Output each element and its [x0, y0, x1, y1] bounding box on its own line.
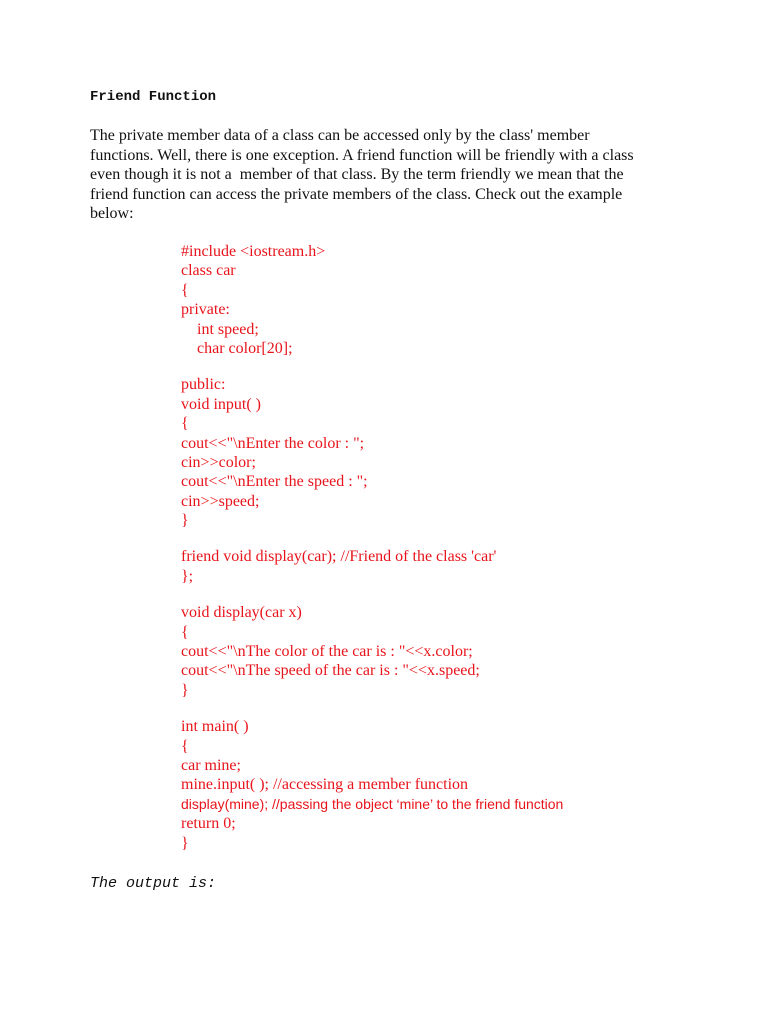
code-listing: [181, 242, 563, 853]
code-line: display(mine); //passing the object ‘mine’ to the friend function: [181, 795, 564, 812]
intro-line: The private member data of a class can be accessed only by the class' member: [90, 127, 590, 144]
code-line: int speed;: [181, 320, 259, 338]
code-line: private:: [181, 301, 230, 319]
code-line: {: [181, 737, 189, 755]
code-line: int main( ): [181, 718, 249, 736]
code-line: car mine;: [181, 756, 241, 774]
code-line: cout<<"\nThe speed of the car is : "<<x.speed;: [181, 662, 480, 680]
code-blank-line: [181, 700, 563, 717]
code-line: {: [181, 281, 189, 299]
code-line: friend void display(car); //Friend of the class 'car': [181, 548, 497, 566]
code-blank-line: [181, 586, 563, 603]
code-line: char color[20];: [181, 339, 293, 357]
code-line: {: [181, 623, 189, 641]
intro-paragraph: [90, 126, 690, 224]
code-line: cout<<"\nEnter the speed : ";: [181, 473, 368, 491]
code-line: {: [181, 415, 189, 433]
section-heading: Friend Function: [90, 89, 217, 105]
code-line: }: [181, 681, 189, 699]
code-line: return 0;: [181, 815, 236, 833]
intro-line: below:: [90, 205, 134, 223]
code-line: mine.input( ); //accessing a member function: [181, 776, 469, 794]
intro-line: friend function can access the private members of the class. Check out the example: [90, 185, 623, 203]
code-blank-line: [181, 358, 563, 375]
output-label: The output is:: [90, 875, 217, 892]
code-line: void display(car x): [181, 604, 302, 622]
intro-line: functions. Well, there is one exception. A friend function will be friendly with a class: [90, 146, 634, 164]
code-line: #include <iostream.h>: [181, 243, 326, 260]
code-line: class car: [181, 262, 236, 280]
code-line: }: [181, 512, 189, 530]
code-line: cin>>speed;: [181, 492, 260, 510]
code-line: }: [181, 834, 189, 852]
code-line: void input( ): [181, 395, 261, 413]
code-line: public:: [181, 376, 226, 394]
intro-line: even though it is not a member of that class. By the term friendly we mean that the: [90, 166, 624, 184]
code-line: cout<<"\nEnter the color : ";: [181, 434, 365, 452]
code-line: };: [181, 567, 194, 585]
code-line: cin>>color;: [181, 453, 256, 471]
code-line: cout<<"\nThe color of the car is : "<<x.color;: [181, 643, 473, 661]
code-blank-line: [181, 530, 563, 547]
